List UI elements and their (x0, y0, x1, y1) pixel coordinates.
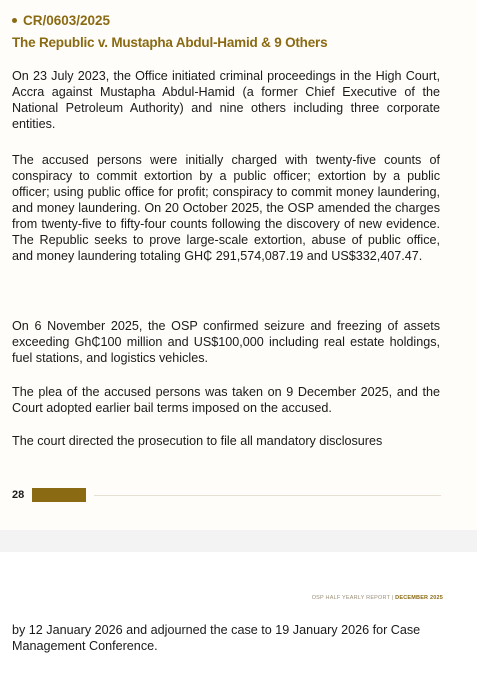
case-title: The Republic v. Mustapha Abdul-Hamid & 9 Others (12, 35, 328, 50)
paragraph-disclosures: The court directed the prosecution to file all mandatory disclosures (12, 434, 383, 448)
paragraph-continuation: by 12 January 2026 and adjourned the case to 19 January 2026 for Case Management Conference. (12, 623, 421, 653)
case-number (12, 13, 110, 28)
report-date: DECEMBER 2025 (395, 595, 443, 601)
paragraph-plea: The plea of the accused persons was taken on 9 December 2025, and the Court adopted earlier bail terms imposed on the accused. (12, 385, 440, 415)
bullet-icon (12, 18, 17, 23)
page-number-bar (32, 488, 86, 502)
report-footer (312, 595, 443, 601)
paragraph-proceedings: On 23 July 2023, the Office initiated criminal proceedings in the High Court, Accra against Mustapha Abdul-Hamid (a former Chief Executive of the National Petroleum Authority) and nine others including three corporate entities. (12, 69, 440, 131)
page-number: 28 (12, 489, 25, 501)
report-name: OSP HALF YEARLY REPORT | (311, 595, 396, 601)
paragraph-seizure: On 6 November 2025, the OSP confirmed seizure and freezing of assets exceeding Gh₵100 million and US$100,000 including real estate holdings, fuel stations, and logistics vehicles. (12, 319, 440, 365)
page-divider (94, 495, 441, 496)
case-number-text: CR/0603/2025 (23, 13, 111, 28)
page-gap (0, 530, 477, 552)
paragraph-charges: The accused persons were initially charged with twenty-five counts of conspiracy to commit extortion by a public officer; extortion by a public officer; using public office for profit; conspiracy to commit money laundering, and money laundering. On 20 October 2025, the OSP amended the charges from twenty-five to fifty-four counts following the discovery of new evidence. The Republic seeks to prove large-scale extortion, abuse of public office, and money laundering totaling GH₵ 291,574,087.19 and US$332,407.47. (12, 153, 440, 263)
